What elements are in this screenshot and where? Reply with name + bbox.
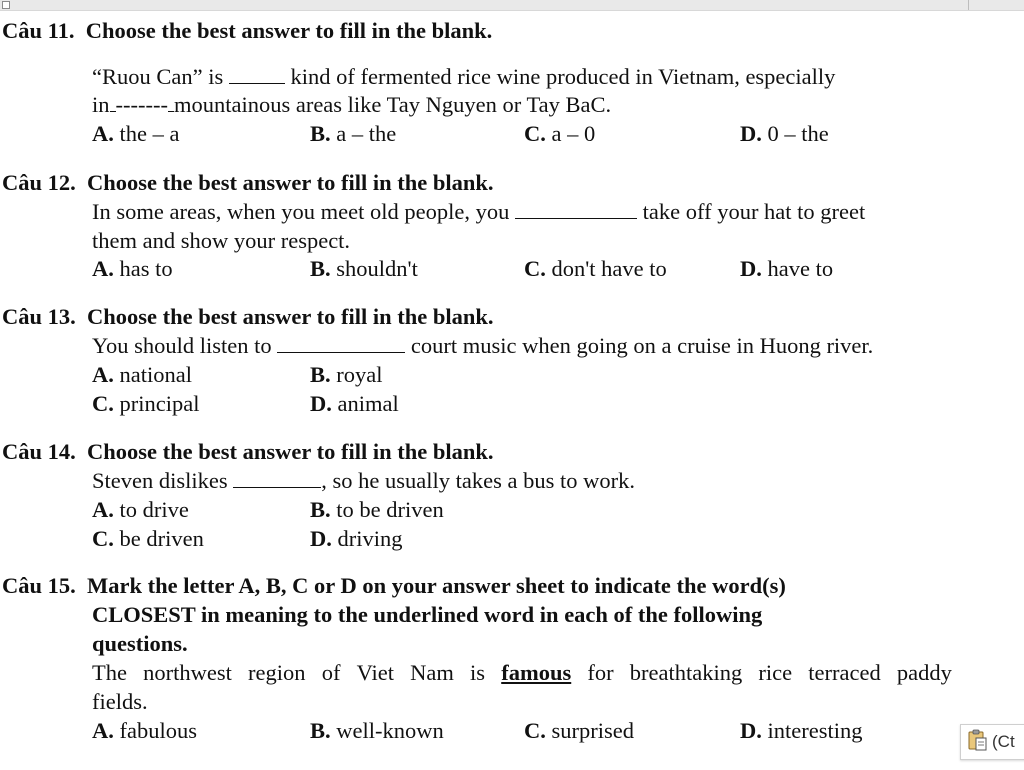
word: terraced — [808, 660, 881, 685]
option-text: to drive — [119, 497, 189, 522]
q15-underlined-word: famous — [501, 660, 572, 685]
q11-text-part2: kind of fermented rice wine produced in Vietnam, especially — [284, 64, 836, 89]
option-letter: D. — [740, 256, 762, 281]
option-text: surprised — [551, 718, 634, 743]
q13-option-d[interactable] — [310, 390, 399, 418]
option-text: animal — [337, 391, 399, 416]
option-text: don't have to — [551, 256, 667, 281]
q11-blank-dashes: ------- — [115, 92, 168, 117]
q12-text-part2: take off your hat to greet — [637, 199, 866, 224]
q11-instruction: Choose the best answer to fill in the blank. — [85, 18, 493, 43]
word: region — [248, 660, 306, 685]
q14-sentence-line1 — [92, 467, 635, 495]
option-text: national — [119, 362, 192, 387]
option-letter: D. — [310, 391, 332, 416]
q15-option-b[interactable] — [310, 717, 444, 745]
q15-option-a[interactable] — [92, 717, 197, 745]
word: Nam — [410, 660, 454, 685]
option-text: fabulous — [119, 718, 197, 743]
word: paddy — [896, 660, 952, 685]
q11-sentence-line1 — [92, 63, 835, 91]
q14-text-part2: , so he usually takes a bus to work. — [321, 468, 635, 493]
selection-handle[interactable] — [2, 1, 10, 9]
q11-option-d[interactable] — [740, 120, 829, 148]
paste-options-label: (Ct — [992, 732, 1015, 751]
option-letter: A. — [92, 121, 114, 146]
option-text: have to — [767, 256, 834, 281]
option-text: a – the — [336, 121, 397, 146]
option-letter: B. — [310, 256, 331, 281]
clipboard-icon — [967, 728, 992, 757]
q15-option-d[interactable] — [740, 717, 862, 745]
q11-text-part3: in — [92, 92, 110, 117]
q13-text-part2: court music when going on a cruise in Huong river. — [405, 333, 874, 358]
q13-heading — [2, 303, 494, 331]
option-text: royal — [336, 362, 383, 387]
q14-instruction: Choose the best answer to fill in the blank. — [87, 439, 494, 464]
paste-options-button[interactable] — [960, 724, 1024, 760]
q11-option-a[interactable] — [92, 120, 179, 148]
q13-option-b[interactable] — [310, 361, 383, 389]
option-text: be driven — [119, 526, 204, 551]
toolbar-divider — [968, 0, 969, 10]
q15-instruction-line3: questions. — [92, 631, 188, 656]
option-letter: D. — [310, 526, 332, 551]
option-letter: D. — [740, 718, 762, 743]
q11-option-b[interactable] — [310, 120, 396, 148]
q12-option-b[interactable] — [310, 255, 418, 283]
option-text: the – a — [119, 121, 180, 146]
q13-instruction: Choose the best answer to fill in the blank. — [87, 304, 494, 329]
q15-instruction-line2: CLOSEST in meaning to the underlined word in each of the following — [92, 602, 763, 627]
q12-instruction: Choose the best answer to fill in the blank. — [87, 170, 494, 195]
q12-option-d[interactable] — [740, 255, 833, 283]
q13-sentence-line1 — [92, 332, 873, 360]
option-letter: A. — [92, 256, 114, 281]
q13-blank — [277, 334, 405, 353]
word: The — [92, 660, 127, 685]
q14-option-d[interactable] — [310, 525, 403, 553]
q12-text-part1: In some areas, when you meet old people, you — [92, 199, 516, 224]
q11-sentence-line2 — [92, 91, 611, 119]
q13-text-part1: You should listen to — [92, 333, 278, 358]
q15-instruction-line1: Mark the letter A, B, C or D on your answer sheet to indicate the word(s) — [87, 573, 786, 598]
option-letter: C. — [92, 391, 114, 416]
q13-option-a[interactable] — [92, 361, 192, 389]
option-text: interesting — [767, 718, 863, 743]
q15-label: Câu 15. — [2, 573, 76, 598]
q14-heading — [2, 438, 494, 466]
option-text: a – 0 — [551, 121, 596, 146]
option-letter: C. — [524, 121, 546, 146]
option-letter: B. — [310, 497, 331, 522]
q12-label: Câu 12. — [2, 170, 76, 195]
option-text: shouldn't — [336, 256, 418, 281]
option-text: to be driven — [336, 497, 444, 522]
q14-option-c[interactable] — [92, 525, 204, 553]
option-text: well-known — [336, 718, 444, 743]
q11-blank-1 — [229, 65, 285, 84]
q11-label: Câu 11. — [2, 18, 75, 43]
top-toolbar-strip — [0, 0, 1024, 11]
option-letter: A. — [92, 497, 114, 522]
option-letter: D. — [740, 121, 762, 146]
q11-text-part1: “Ruou Can” is — [92, 64, 229, 89]
q14-option-b[interactable] — [310, 496, 444, 524]
q14-option-a[interactable] — [92, 496, 189, 524]
q12-option-c[interactable] — [524, 255, 667, 283]
word: rice — [758, 660, 793, 685]
option-letter: A. — [92, 718, 114, 743]
q12-blank — [515, 200, 637, 219]
q15-sentence-line1 — [92, 659, 952, 687]
q11-text-part4: mountainous areas like Tay Nguyen or Tay BaC. — [173, 92, 612, 117]
word: of — [321, 660, 341, 685]
q11-option-c[interactable] — [524, 120, 595, 148]
option-text: 0 – the — [767, 121, 829, 146]
option-text: principal — [119, 391, 200, 416]
word: Viet — [356, 660, 394, 685]
word: breathtaking — [629, 660, 743, 685]
option-letter: C. — [524, 718, 546, 743]
q14-label: Câu 14. — [2, 439, 76, 464]
q13-label: Câu 13. — [2, 304, 76, 329]
q12-heading — [2, 169, 494, 197]
q12-sentence-line1 — [92, 198, 865, 226]
option-letter: B. — [310, 121, 331, 146]
option-text: has to — [119, 256, 173, 281]
option-letter: C. — [92, 526, 114, 551]
q14-blank — [233, 469, 321, 488]
q13-option-c[interactable] — [92, 390, 199, 418]
q14-text-part1: Steven dislikes — [92, 468, 234, 493]
word: for — [587, 660, 614, 685]
option-text: driving — [337, 526, 403, 551]
q15-option-c[interactable] — [524, 717, 634, 745]
word: is — [470, 660, 486, 685]
word: northwest — [143, 660, 232, 685]
option-letter: B. — [310, 362, 331, 387]
q15-heading — [2, 572, 786, 600]
option-letter: C. — [524, 256, 546, 281]
q12-sentence-line2: them and show your respect. — [92, 228, 351, 253]
option-letter: A. — [92, 362, 114, 387]
q12-option-a[interactable] — [92, 255, 173, 283]
q15-sentence-line2: fields. — [92, 689, 148, 714]
option-letter: B. — [310, 718, 331, 743]
q11-heading — [2, 17, 492, 45]
